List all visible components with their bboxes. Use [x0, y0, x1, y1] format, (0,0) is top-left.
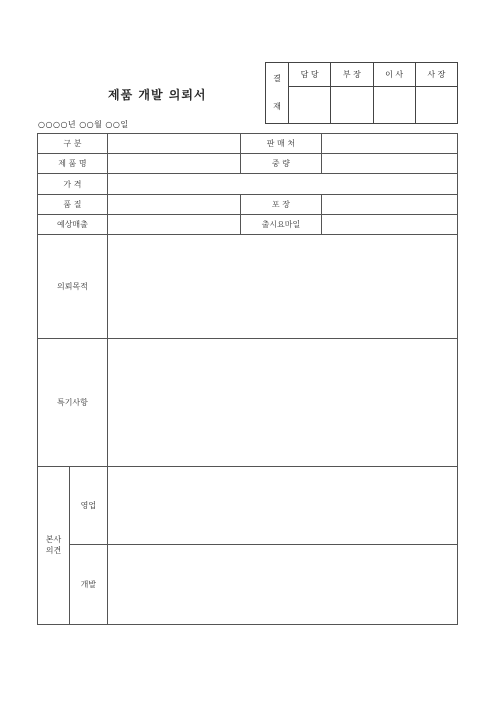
label-product-name: 제 품 명 — [38, 154, 108, 174]
label-quality: 품 질 — [38, 195, 108, 215]
approval-label-top: 결 — [273, 74, 281, 83]
signature-box-manager[interactable] — [289, 87, 331, 124]
value-product-name[interactable] — [107, 154, 240, 174]
value-quality[interactable] — [107, 195, 240, 215]
request-form-table — [37, 133, 458, 625]
approval-col-president: 사 장 — [415, 63, 457, 87]
label-expected-sales: 예상매출 — [38, 215, 108, 235]
value-packaging[interactable] — [322, 195, 458, 215]
value-release-date[interactable] — [322, 215, 458, 235]
signature-box-dept-head[interactable] — [331, 87, 373, 124]
value-development-opinion[interactable] — [107, 544, 457, 624]
label-request-purpose: 의뢰목적 — [38, 235, 108, 339]
approval-label-bottom: 재 — [273, 102, 281, 111]
value-seller[interactable] — [322, 134, 458, 154]
value-sales-opinion[interactable] — [107, 466, 457, 544]
label-packaging: 포 장 — [240, 195, 322, 215]
approval-stamp-label — [266, 63, 289, 124]
label-price: 가 격 — [38, 174, 108, 195]
approval-col-manager: 담 당 — [289, 63, 331, 87]
signature-box-director[interactable] — [373, 87, 415, 124]
value-category[interactable] — [107, 134, 240, 154]
label-hq-opinion-line1: 본사 — [45, 535, 62, 545]
approval-table — [265, 62, 458, 124]
label-release-date: 출시요마일 — [240, 215, 322, 235]
date-field[interactable]: ○○○○년 ○○월 ○○일 — [38, 120, 129, 129]
label-seller: 판 매 처 — [240, 134, 322, 154]
value-price[interactable] — [107, 174, 457, 195]
value-special-notes[interactable] — [107, 339, 457, 466]
label-special-notes: 특기사항 — [38, 339, 108, 466]
approval-col-dept-head: 부 장 — [331, 63, 373, 87]
signature-box-president[interactable] — [415, 87, 457, 124]
value-request-purpose[interactable] — [107, 235, 457, 339]
value-weight[interactable] — [322, 154, 458, 174]
approval-col-director: 이 사 — [373, 63, 415, 87]
label-development: 개발 — [69, 544, 107, 624]
label-category: 구 분 — [38, 134, 108, 154]
label-weight: 중 량 — [240, 154, 322, 174]
label-hq-opinion — [38, 466, 70, 624]
label-sales: 영업 — [69, 466, 107, 544]
label-hq-opinion-line2: 의견 — [45, 546, 62, 556]
value-expected-sales[interactable] — [107, 215, 240, 235]
page-title: 제품 개발 의뢰서 — [108, 88, 207, 102]
